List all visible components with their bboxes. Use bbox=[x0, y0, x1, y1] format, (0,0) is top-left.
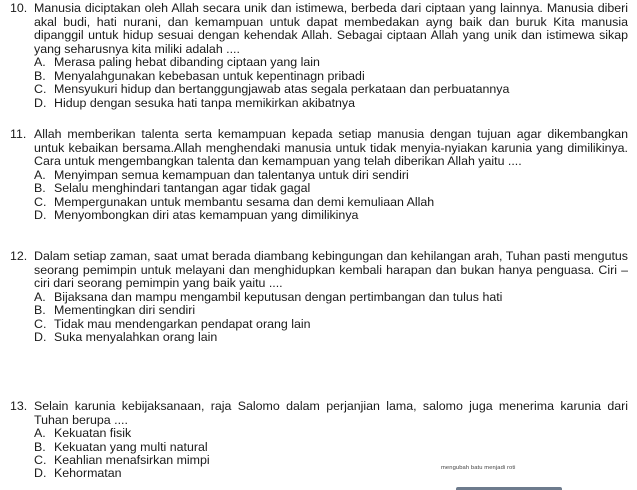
option-b[interactable] bbox=[10, 304, 628, 317]
question-text: Dalam setiap zaman, saat umat berada diambang kebingungan dan kehilangan arah, Tuhan pasti mengutus seorang pemimpin untuk melayani dan menghidupkan kembali harapan dan bukan hanya penguasa. Ciri –ciri dari seorang pemimpin yang baik yaitu .... bbox=[34, 249, 628, 291]
option-text: Mempergunakan untuk membantu sesama dan demi kemuliaan Allah bbox=[54, 194, 435, 209]
option-text: Mementingkan diri sendiri bbox=[54, 303, 196, 318]
option-text: Bijaksana dan mampu mengambil keputusan dengan pertimbangan dan tulus hati bbox=[54, 289, 503, 304]
question-text: Manusia diciptakan oleh Allah secara unik dan istimewa, berbeda dari ciptaan yang lainnya. Manusia diberi akal budi, hati nurani, dan kemampuan untuk dapat membedakan ayng baik dan buruk Kita manusia dipanggil untuk hidup sesuai dengan kehendak Allah. Sebagai ciptaan Allah yang unik dan istimewa sikap yang seharusnya kita miliki adalah .... bbox=[34, 1, 628, 56]
options-list bbox=[10, 56, 628, 110]
option-text: Kekuatan fisik bbox=[54, 426, 132, 441]
option-text: Kekuatan yang multi natural bbox=[54, 439, 208, 454]
question-stem bbox=[10, 250, 628, 291]
options-list bbox=[10, 291, 628, 345]
question-number: 11. bbox=[10, 127, 27, 141]
option-b[interactable] bbox=[10, 441, 628, 454]
option-c[interactable] bbox=[10, 318, 628, 331]
option-letter: A. bbox=[34, 426, 46, 441]
question-number: 10. bbox=[10, 1, 28, 15]
option-a[interactable] bbox=[10, 56, 628, 69]
option-letter: D. bbox=[34, 208, 47, 222]
question-stem bbox=[10, 128, 628, 169]
option-d[interactable] bbox=[10, 97, 628, 110]
option-text: Menyalahgunakan kebebasan untuk kepentinagn pribadi bbox=[54, 68, 365, 83]
option-a[interactable] bbox=[10, 291, 628, 304]
option-b[interactable] bbox=[10, 182, 628, 195]
option-text: Mensyukuri hidup dan bertanggungjawab atas segala perkataan dan perbuatannya bbox=[54, 82, 510, 97]
option-c[interactable] bbox=[10, 83, 628, 96]
question-stem bbox=[10, 2, 628, 56]
option-d[interactable] bbox=[10, 209, 628, 222]
option-letter: B. bbox=[34, 181, 46, 196]
option-letter: D. bbox=[34, 95, 47, 110]
question-number: 12. bbox=[10, 249, 28, 263]
option-letter: A. bbox=[34, 55, 46, 70]
question-text: Allah memberikan talenta serta kemampuan kepada setiap manusia dengan tujuan agar dikembangkan untuk kebaikan bersama.Allah menghendaki manusia untuk tidak menyia-nyiakan karunia yang dimilikinya. Cara untuk mengembangkan talenta dan kemampuan yang telah diberikan Allah yaitu .... bbox=[34, 127, 628, 169]
image-caption: mengubah batu menjadi roti bbox=[441, 465, 516, 471]
question-text: Selain karunia kebijaksanaan, raja Salomo dalam perjanjian lama, salomo juga menerima karunia dari Tuhan berupa .... bbox=[34, 399, 628, 427]
option-letter: A. bbox=[34, 289, 46, 304]
option-letter: B. bbox=[34, 68, 46, 83]
question-12 bbox=[10, 250, 628, 344]
question-number: 13. bbox=[10, 399, 28, 413]
option-text: Kehormatan bbox=[54, 466, 122, 481]
option-letter: A. bbox=[34, 167, 46, 182]
options-list bbox=[10, 427, 628, 481]
option-text: Menyombongkan diri atas kemampuan yang dimilikinya bbox=[54, 208, 359, 222]
option-letter: C. bbox=[34, 194, 47, 209]
option-letter: C. bbox=[34, 453, 47, 467]
option-letter: C. bbox=[34, 82, 47, 97]
question-10 bbox=[10, 2, 628, 110]
option-d[interactable] bbox=[10, 467, 628, 480]
question-13 bbox=[10, 400, 628, 481]
option-text: Merasa paling hebat dibanding ciptaan yang lain bbox=[54, 55, 320, 70]
option-text: Menyimpan semua kemampuan dan talentanya untuk diri sendiri bbox=[54, 167, 409, 182]
option-text: Tidak mau mendengarkan pendapat orang lain bbox=[54, 316, 311, 331]
option-c[interactable] bbox=[10, 196, 628, 209]
option-letter: B. bbox=[34, 303, 46, 318]
option-d[interactable] bbox=[10, 331, 628, 344]
option-letter: C. bbox=[34, 316, 47, 331]
option-letter: D. bbox=[34, 330, 47, 344]
option-text: Hidup dengan sesuka hati tanpa memikirkan akibatnya bbox=[54, 95, 355, 110]
option-letter: B. bbox=[34, 439, 46, 454]
question-11 bbox=[10, 128, 628, 222]
option-b[interactable] bbox=[10, 70, 628, 83]
option-c[interactable] bbox=[10, 454, 628, 467]
option-a[interactable] bbox=[10, 427, 628, 440]
option-a[interactable] bbox=[10, 169, 628, 182]
question-stem bbox=[10, 400, 628, 427]
option-letter: D. bbox=[34, 466, 47, 481]
option-text: Selalu menghindari tantangan agar tidak gagal bbox=[54, 181, 311, 196]
option-text: Suka menyalahkan orang lain bbox=[54, 330, 218, 344]
option-text: Keahlian menafsirkan mimpi bbox=[54, 453, 210, 467]
options-list bbox=[10, 169, 628, 223]
